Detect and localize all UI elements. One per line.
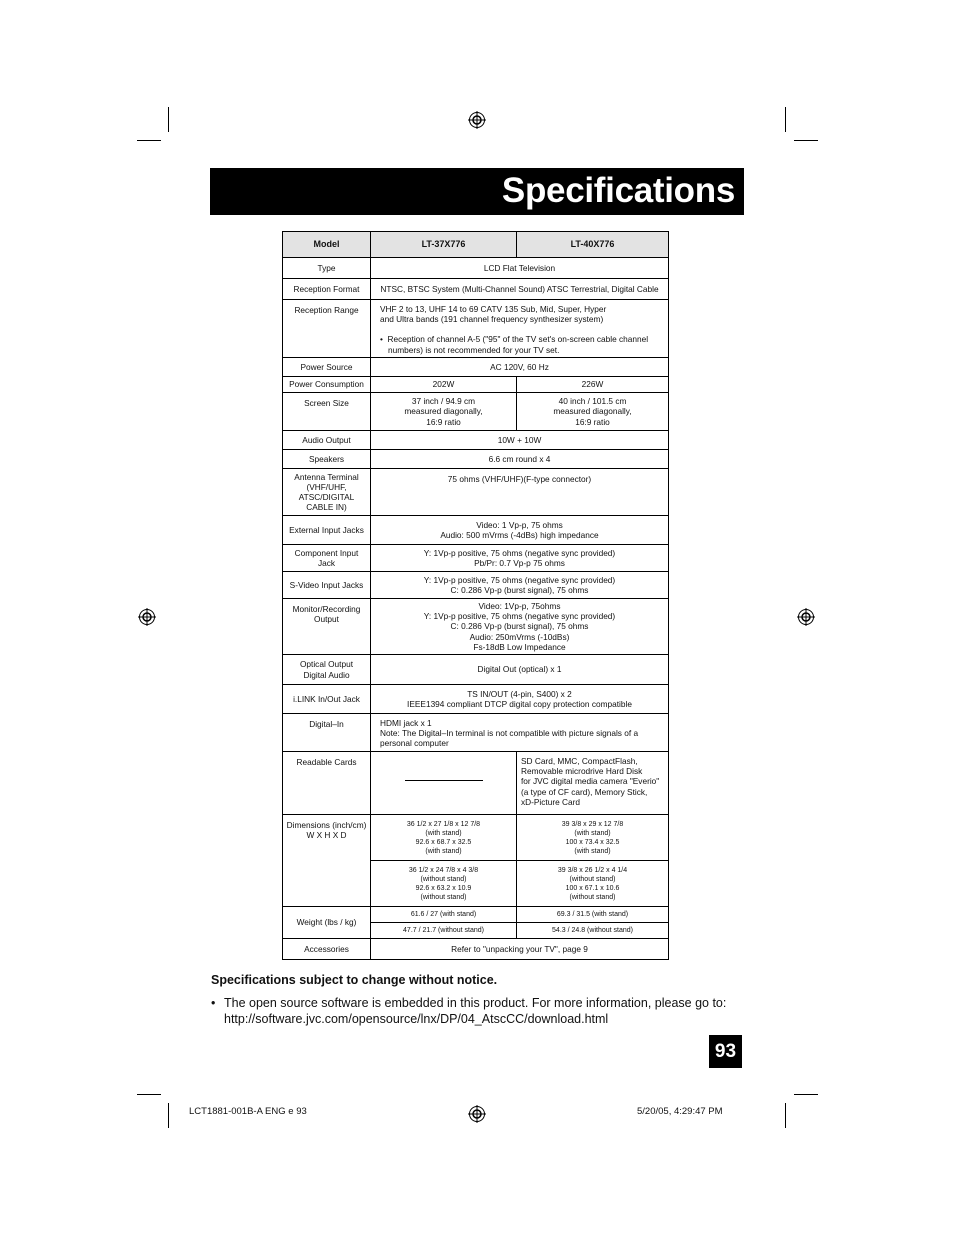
row-label (283, 469, 371, 516)
table-row (283, 377, 669, 393)
row-label: Digital–In (283, 714, 371, 752)
table-row (283, 300, 669, 358)
value-line: (with stand) (425, 829, 462, 837)
value-line: Pb/Pr: 0.7 Vp-p 75 ohms (474, 558, 565, 568)
row-value-lt37 (371, 752, 517, 815)
value-line: 100 x 67.1 x 10.6 (565, 884, 620, 892)
value-line: 36 1/2 x 27 1/8 x 12 7/8 (406, 820, 481, 828)
value-line: 92.6 x 68.7 x 32.5 (415, 838, 472, 846)
row-label (283, 545, 371, 572)
value-line: Audio: 500 mVrms (-4dBs) high impedance (440, 530, 599, 540)
value-line: numbers) is not recommended for your TV set. (388, 344, 560, 355)
table-row (283, 469, 669, 516)
value-line: 40 inch / 101.5 cm (558, 396, 627, 407)
table-row (283, 572, 669, 599)
table-row (283, 545, 669, 572)
value-line: (with stand) (574, 829, 611, 837)
crop-mark (168, 1103, 169, 1128)
row-label: External Input Jacks (283, 516, 371, 545)
row-value-lt40 (517, 815, 669, 861)
title-banner (210, 168, 744, 215)
value-line: C: 0.286 Vp-p (burst signal), 75 ohms (450, 621, 589, 632)
row-value (371, 572, 669, 599)
value-note (380, 334, 665, 354)
row-value: 10W + 10W (371, 431, 669, 450)
value-line: Y: 1Vp-p positive, 75 ohms (negative sync provided) (423, 611, 616, 622)
value-line: 39 3/8 x 26 1/2 x 4 1/4 (557, 866, 628, 874)
row-value-lt37: 61.6 / 27 (with stand) (371, 907, 517, 923)
label-line: Component Input (294, 547, 359, 558)
page-number: 93 (709, 1035, 742, 1068)
value-line: (without stand) (569, 875, 616, 883)
value-line: 100 x 73.4 x 32.5 (565, 838, 620, 846)
table-row (283, 279, 669, 300)
row-value: Digital Out (optical) x 1 (371, 655, 669, 685)
row-label (283, 815, 371, 907)
label-line: Dimensions (inch/cm) (286, 820, 367, 831)
row-label: Speakers (283, 450, 371, 469)
row-value (371, 599, 669, 655)
table-row (283, 258, 669, 279)
row-label: Reception Format (283, 279, 371, 300)
row-value-lt37: 47.7 / 21.7 (without stand) (371, 923, 517, 939)
row-value: NTSC, BTSC System (Multi-Channel Sound) ATSC Terrestrial, Digital Cable (371, 279, 669, 300)
row-label: Readable Cards (283, 752, 371, 815)
row-label (283, 599, 371, 655)
value-line: (without stand) (420, 875, 467, 883)
row-value (371, 545, 669, 572)
value-line: (without stand) (420, 893, 467, 901)
value-line: 39 3/8 x 29 x 12 7/8 (561, 820, 624, 828)
value-line: Fs-18dB Low Impedance (473, 641, 566, 652)
row-label: S-Video Input Jacks (283, 572, 371, 599)
value-line: measured diagonally, (404, 406, 483, 417)
footer-timestamp: 5/20/05, 4:29:47 PM (637, 1106, 723, 1117)
crop-mark (137, 1094, 161, 1095)
row-value-lt37 (371, 393, 517, 431)
value-line: Y: 1Vp-p positive, 75 ohms (negative sync provided) (423, 547, 616, 558)
row-label: Type (283, 258, 371, 279)
value-line: Note: The Digital–In terminal is not compatible with picture signals of a (380, 728, 639, 739)
value-line: (without stand) (569, 893, 616, 901)
row-value-lt40 (517, 393, 669, 431)
label-line: Digital Audio (303, 669, 350, 680)
label-line: Monitor/Recording (292, 604, 361, 614)
notice-text: Specifications subject to change without notice. (211, 973, 498, 987)
value-line: Audio: 250mVrms (-10dBs) (469, 631, 570, 642)
table-row (283, 714, 669, 752)
row-value (371, 516, 669, 545)
row-value-lt40 (517, 861, 669, 907)
footer-file-info: LCT1881-001B-A ENG e 93 (189, 1106, 307, 1117)
value-line: (with stand) (574, 847, 611, 855)
value-line: C: 0.286 Vp-p (burst signal), 75 ohms (450, 585, 589, 595)
label-line: Output (314, 614, 339, 625)
label-line: Jack (317, 558, 336, 568)
value-line: TS IN/OUT (4-pin, S400) x 2 (467, 688, 572, 699)
specifications-table (282, 231, 669, 960)
row-value (371, 685, 669, 714)
value-line: VHF 2 to 13, UHF 14 to 69 CATV 135 Sub, Mid, Super, Hyper (380, 304, 607, 314)
row-label: Weight (lbs / kg) (283, 907, 371, 939)
table-row (283, 599, 669, 655)
value-line: xD-Picture Card (521, 796, 581, 807)
row-label (283, 655, 371, 685)
table-row (283, 907, 669, 923)
value-line: for JVC digital media camera "Everio" (521, 776, 660, 787)
value-line: Y: 1Vp-p positive, 75 ohms (negative sync provided) (423, 574, 616, 585)
row-label: i.LINK In/Out Jack (283, 685, 371, 714)
registration-mark-icon (138, 608, 156, 626)
row-label: Audio Output (283, 431, 371, 450)
row-value-lt40: 226W (517, 377, 669, 393)
table-row (283, 752, 669, 815)
row-value: 6.6 cm round x 4 (371, 450, 669, 469)
table-row (283, 655, 669, 685)
row-label: Power Consumption (283, 377, 371, 393)
value-line: IEEE1394 compliant DTCP digital copy protection compatible (407, 699, 632, 710)
row-label: Accessories (283, 939, 371, 960)
note-line: The open source software is embedded in this product. For more information, please go to: (224, 996, 727, 1010)
table-row (283, 516, 669, 545)
label-line: CABLE IN) (306, 502, 347, 513)
bullet-glyph: • (211, 996, 216, 1010)
row-value: Refer to "unpacking your TV", page 9 (371, 939, 669, 960)
value-line: 16:9 ratio (575, 416, 610, 427)
row-value-lt37 (371, 815, 517, 861)
value-line: Video: 1 Vp-p, 75 ohms (476, 519, 563, 530)
label-line: W X H X D (306, 830, 347, 841)
table-row (283, 450, 669, 469)
header-lt37: LT-37X776 (371, 232, 517, 258)
value-line: Video: 1Vp-p, 75ohms (478, 601, 561, 611)
value-line: 37 inch / 94.9 cm (411, 396, 476, 407)
row-label: Power Source (283, 358, 371, 377)
registration-mark-icon (797, 608, 815, 626)
row-value: LCD Flat Television (371, 258, 669, 279)
value-line: SD Card, MMC, CompactFlash, (521, 756, 638, 767)
row-value-lt37: 202W (371, 377, 517, 393)
table-row (283, 685, 669, 714)
crop-mark (785, 1103, 786, 1128)
not-applicable-line (405, 780, 483, 781)
value-line: HDMI jack x 1 (380, 718, 432, 729)
open-source-note (211, 995, 751, 1027)
label-line: Antenna Terminal (294, 471, 359, 482)
row-value: AC 120V, 60 Hz (371, 358, 669, 377)
row-label: Screen Size (283, 393, 371, 431)
value-line: Reception of channel A-5 ("95" of the TV set's on-screen cable channel (387, 334, 649, 345)
label-line: ATSC/DIGITAL (298, 492, 355, 502)
label-line: Optical Output (299, 659, 354, 670)
value-line: 36 1/2 x 24 7/8 x 4 3/8 (408, 866, 479, 874)
table-row (283, 358, 669, 377)
table-row (283, 393, 669, 431)
note-url: http://software.jvc.com/opensource/lnx/DP/04_AtscCC/download.html (224, 1012, 609, 1026)
header-lt40: LT-40X776 (517, 232, 669, 258)
table-row (283, 939, 669, 960)
crop-mark (137, 140, 161, 141)
value-line: (a type of CF card), Memory Stick, (521, 786, 648, 797)
value-line: personal computer (380, 738, 449, 749)
row-value-lt40: 69.3 / 31.5 (with stand) (517, 907, 669, 923)
table-header-row (283, 232, 669, 258)
registration-mark-icon (468, 111, 486, 129)
value-line: and Ultra bands (191 channel frequency synthesizer system) (380, 314, 604, 325)
page-title: Specifications (501, 171, 735, 210)
row-value-lt40 (517, 752, 669, 815)
row-value-lt37 (371, 861, 517, 907)
row-value: 75 ohms (VHF/UHF)(F-type connector) (371, 469, 669, 516)
value-line: Removable microdrive Hard Disk (521, 766, 643, 777)
registration-mark-icon (468, 1105, 486, 1123)
value-line: measured diagonally, (553, 406, 632, 417)
label-line: (VHF/UHF, (306, 481, 347, 492)
value-line: (with stand) (425, 847, 462, 855)
table-row (283, 815, 669, 861)
bullet-glyph: • (380, 334, 383, 345)
row-label: Reception Range (283, 300, 371, 358)
value-line: 16:9 ratio (426, 416, 461, 427)
row-value (371, 300, 669, 358)
row-value (371, 714, 669, 752)
crop-mark (794, 1094, 818, 1095)
table-row (283, 431, 669, 450)
crop-mark (794, 140, 818, 141)
crop-mark (785, 107, 786, 132)
value-line: 92.6 x 63.2 x 10.9 (415, 884, 472, 892)
header-model: Model (283, 232, 371, 258)
row-value-lt40: 54.3 / 24.8 (without stand) (517, 923, 669, 939)
crop-mark (168, 107, 169, 132)
